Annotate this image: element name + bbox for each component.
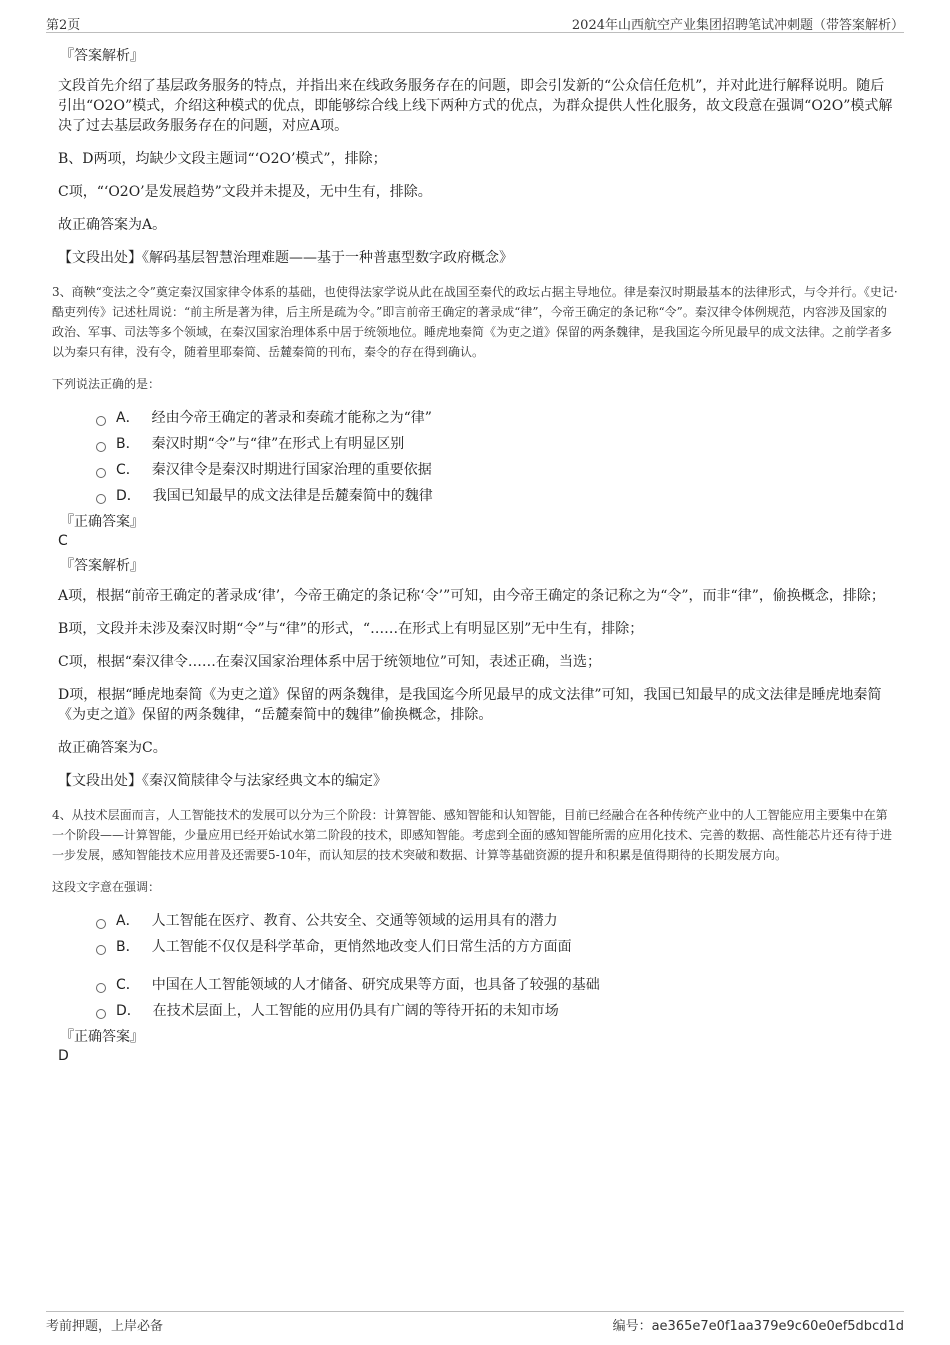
option-text: 在技术层面上，人工智能的应用仍具有广阔的等待开拓的未知市场 — [152, 1003, 559, 1019]
option-text: 人工智能不仅仅是科学革命，更悄然地改变人们日常生活的方方面面 — [151, 939, 572, 955]
q4-option-a[interactable] — [96, 911, 898, 931]
q3-analysis-paragraph: B项，文段并未涉及秦汉时期“令”与“律”的形式，“……在形式上有明显区别”无中生有，排除； — [58, 621, 644, 637]
radio-icon[interactable] — [96, 416, 106, 426]
option-letter: B． — [116, 436, 140, 452]
radio-icon[interactable] — [96, 1009, 106, 1019]
document-code — [613, 1315, 904, 1334]
option-letter: A． — [116, 410, 140, 426]
option-letter: C． — [116, 462, 140, 478]
option-letter: C． — [116, 977, 140, 993]
q3-analysis-paragraph: C项，根据“秦汉律令……在秦汉国家治理体系中居于统领地位”可知，表述正确，当选； — [58, 654, 602, 670]
q4-text: 4、从技术层面而言，人工智能技术的发展可以分为三个阶段：计算智能、感知智能和认知智能，目前已经融合在各种传统产业中的人工智能应用主要集中在第一个阶段——计算智能，少量应用已经开始试水第二阶段的技术，即感知智能。考虑到全面的感知智能所需的应用化技术、完善的数据、高性能芯片还有待于进一步发展，感知智能技术应用普及还需要5-10年，而认知层的技术突破和数据、计算等基础资源的提升和积累是值得期待的长期发展方向。 — [52, 808, 893, 862]
option-text: 人工智能在医疗、教育、公共安全、交通等领域的运用具有的潜力 — [151, 913, 558, 929]
q3-option-a[interactable] — [96, 408, 898, 428]
radio-icon[interactable] — [96, 494, 106, 504]
code-label: 编号： — [612, 1319, 652, 1334]
q3-text: 3、商鞅“变法之令”奠定秦汉国家律令体系的基础，也使得法家学说从此在战国至秦代的政坛占据主导地位。律是秦汉时期最基本的法律形式，与令并行。《史记·酷吏列传》记述杜周说：“前主所是著为律，后主所是疏为令。”即言前帝王确定的著录成“律”，今帝王确定的条记称“令”。秦汉律令体例规范，内容涉及国家的政治、军事、司法等多个领域，在秦汉国家治理体系中居于统领地位。睡虎地秦简《为吏之道》保留的两条魏律，是我国迄今所见最早的成文法律。之前学者多以为秦只有律，没有令，随着里耶秦简、岳麓秦简的刊布，秦令的存在得到确认。 — [52, 285, 898, 359]
page-content — [52, 46, 898, 1071]
q3-analysis-paragraph: A项，根据“前帝王确定的著录成‘律’，今帝王确定的条记称‘令’”可知，由今帝王确定的条记称之为“令”，而非“律”，偷换概念，排除； — [58, 588, 885, 604]
radio-icon[interactable] — [96, 468, 106, 478]
page-header — [46, 14, 904, 33]
footer-slogan: 考前押题，上岸必备 — [46, 1319, 164, 1334]
q2-analysis-paragraph: 文段首先介绍了基层政务服务的特点，并指出来在线政务服务存在的问题，即会引发新的“公众信任危机”，并对此进行解释说明。随后引出“O2O”模式，介绍这种模式的优点，即能够综合线上线下两种方式的优点，为群众提供人性化服务，故文段意在强调“O2O”模式解决了过去基层政务服务存在的问题，对应A项。 — [58, 78, 893, 134]
page-footer — [46, 1311, 904, 1334]
q3-option-d[interactable] — [96, 486, 898, 506]
radio-icon[interactable] — [96, 983, 106, 993]
q3-option-c[interactable] — [96, 460, 898, 480]
q3-correct-label: 『正确答案』 — [60, 514, 144, 530]
q3-prompt: 下列说法正确的是： — [52, 377, 161, 391]
q3-option-b[interactable] — [96, 434, 898, 454]
q4-options — [96, 911, 898, 1021]
option-text: 我国已知最早的成文法律是岳麓秦简中的魏律 — [152, 488, 433, 504]
option-text: 秦汉律令是秦汉时期进行国家治理的重要依据 — [151, 462, 432, 478]
q2-analysis-paragraph: 故正确答案为A。 — [58, 217, 167, 233]
q2-analysis-label: 『答案解析』 — [60, 48, 144, 64]
q4-option-b[interactable] — [96, 937, 898, 957]
option-text: 秦汉时期“令”与“律”在形式上有明显区别 — [151, 436, 405, 452]
option-letter: A． — [116, 913, 140, 929]
option-letter: D． — [116, 488, 141, 504]
q3-analysis-paragraph: D项，根据“睡虎地秦简《为吏之道》保留的两条魏律，是我国迄今所见最早的成文法律”可知，我国已知最早的成文法律是睡虎地秦简《为吏之道》保留的两条魏律，“岳麓秦简中的魏律”偷换概念，排除。 — [58, 687, 882, 723]
code-value: ae365e7e0f1aa379e9c60e0ef5dbcd1d — [651, 1319, 904, 1334]
radio-icon[interactable] — [96, 945, 106, 955]
q3-analysis-label: 『答案解析』 — [60, 558, 144, 574]
q2-analysis-paragraph: C项，“‘O2O’是发展趋势”文段并未提及，无中生有，排除。 — [58, 184, 432, 200]
q4-prompt: 这段文字意在强调： — [52, 880, 161, 894]
document-title: 2024年山西航空产业集团招聘笔试冲刺题（带答案解析） — [571, 18, 904, 33]
option-text: 经由今帝王确定的著录和奏疏才能称之为“律” — [151, 410, 432, 426]
q4-option-c[interactable] — [96, 975, 898, 995]
radio-icon[interactable] — [96, 919, 106, 929]
q3-correct-answer: C — [58, 533, 68, 549]
q4-correct-answer: D — [58, 1048, 69, 1064]
option-letter: D． — [116, 1003, 141, 1019]
q3-source: 【文段出处】《秦汉简牍律令与法家经典文本的编定》 — [58, 773, 387, 789]
q2-source: 【文段出处】《解码基层智慧治理难题——基于一种普惠型数字政府概念》 — [58, 250, 513, 266]
q3-analysis-paragraph: 故正确答案为C。 — [58, 740, 167, 756]
q4-option-d[interactable] — [96, 1001, 898, 1021]
q2-analysis-paragraph: B、D两项，均缺少文段主题词“‘O2O’模式”，排除； — [58, 151, 387, 167]
option-text: 中国在人工智能领域的人才储备、研究成果等方面，也具备了较强的基础 — [151, 977, 600, 993]
page-number: 第2页 — [46, 18, 81, 33]
q4-correct-label: 『正确答案』 — [60, 1029, 144, 1045]
q3-options — [96, 408, 898, 506]
radio-icon[interactable] — [96, 442, 106, 452]
option-letter: B． — [116, 939, 140, 955]
